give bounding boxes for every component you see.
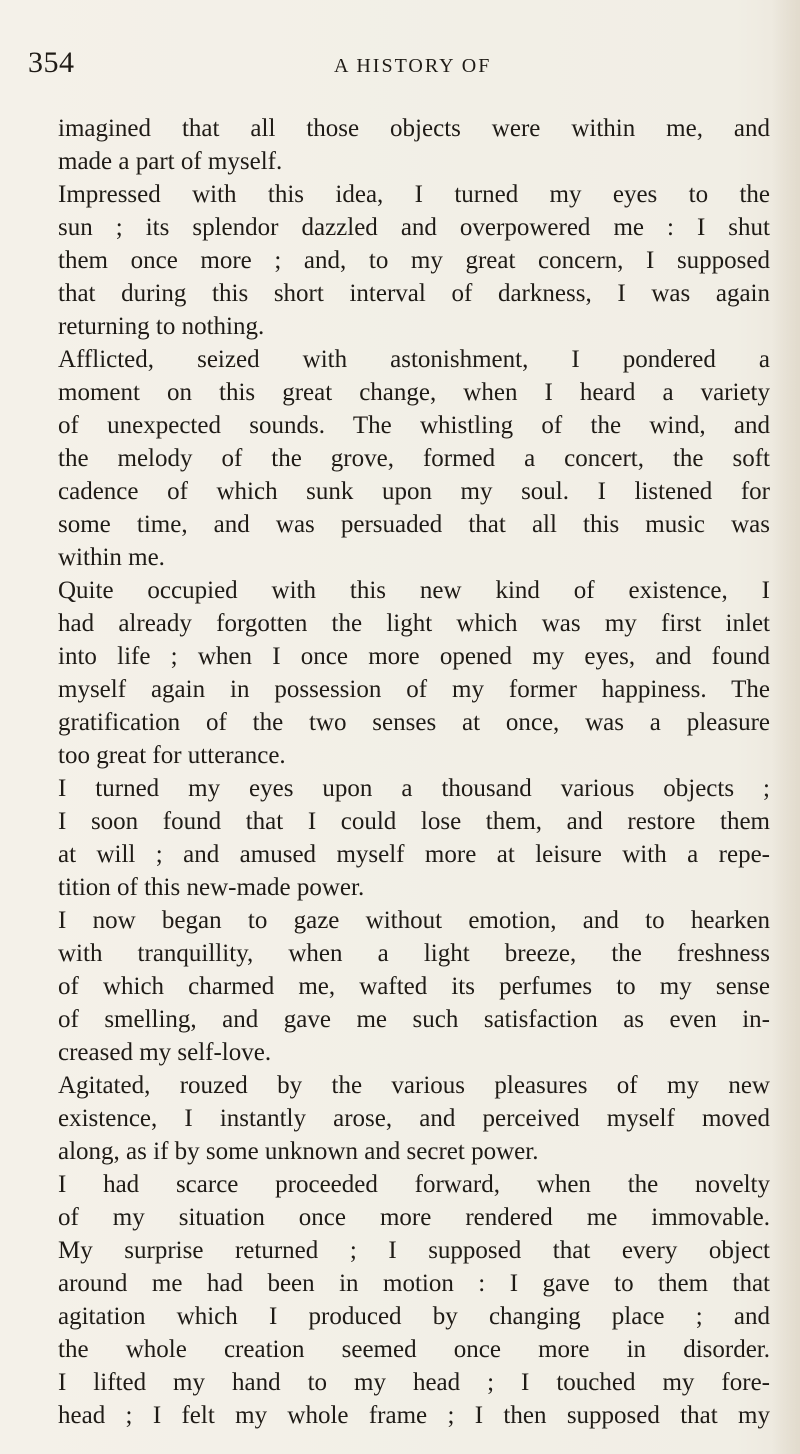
text-line: with tranquillity, when a light breeze, the freshness [58,940,770,967]
text-line: creased my self-love. [58,1039,272,1066]
page-header [28,46,768,90]
text-line: Agitated, rouzed by the various pleasures of my new [58,1072,770,1099]
text-line: them once more ; and, to my great concern, I supposed [58,247,770,274]
text-line: tition of this new-made power. [58,874,365,901]
text-line: sun ; its splendor dazzled and overpowered me : I shut [58,214,770,241]
text-line: Quite occupied with this new kind of existence, I [58,577,770,604]
text-line: I soon found that I could lose them, and restore them [58,808,770,835]
text-line: I lifted my hand to my head ; I touched my fore- [58,1369,770,1396]
text-line: at will ; and amused myself more at leisure with a repe- [58,841,770,868]
text-line: gratification of the two senses at once, was a pleasure [58,709,770,736]
text-line: moment on this great change, when I heard a variety [58,379,770,406]
text-line: I turned my eyes upon a thousand various objects ; [58,775,770,802]
text-line: returning to nothing. [58,313,265,340]
text-line: head ; I felt my whole frame ; I then supposed that my [58,1402,770,1429]
text-line: of unexpected sounds. The whistling of the wind, and [58,412,770,439]
text-line: of which charmed me, wafted its perfumes to my sense [58,973,770,1000]
text-line: I had scarce proceeded forward, when the novelty [58,1171,770,1198]
text-line: existence, I instantly arose, and perceived myself moved [58,1105,770,1132]
text-line: into life ; when I once more opened my eyes, and found [58,643,770,670]
text-line: I now began to gaze without emotion, and to hearken [58,907,770,934]
text-line: too great for utterance. [58,742,286,769]
text-line: the melody of the grove, formed a concert, the soft [58,445,770,472]
text-line: of my situation once more rendered me immovable. [58,1204,770,1231]
text-line: along, as if by some unknown and secret power. [58,1138,539,1165]
page-number: 354 [28,46,75,79]
text-line: agitation which I produced by changing place ; and [58,1303,770,1330]
text-line: made a part of myself. [58,148,283,175]
text-line: that during this short interval of darkness, I was again [58,280,770,307]
page-edge-shadow [772,0,800,1454]
text-line: some time, and was persuaded that all this music was [58,511,770,538]
running-head: A HISTORY OF [334,55,492,77]
text-line: within me. [58,544,165,571]
body-text [58,112,770,1432]
text-line: imagined that all those objects were within me, and [58,115,770,142]
text-line: My surprise returned ; I supposed that every object [58,1237,770,1264]
text-line: Afflicted, seized with astonishment, I pondered a [58,346,770,373]
text-line: the whole creation seemed once more in disorder. [58,1336,770,1363]
text-line: around me had been in motion : I gave to them that [58,1270,770,1297]
text-line: Impressed with this idea, I turned my eyes to the [58,181,770,208]
text-line: cadence of which sunk upon my soul. I listened for [58,478,770,505]
text-line: had already forgotten the light which was my first inlet [58,610,770,637]
text-line: myself again in possession of my former happiness. The [58,676,770,703]
text-line: of smelling, and gave me such satisfaction as even in- [58,1006,770,1033]
